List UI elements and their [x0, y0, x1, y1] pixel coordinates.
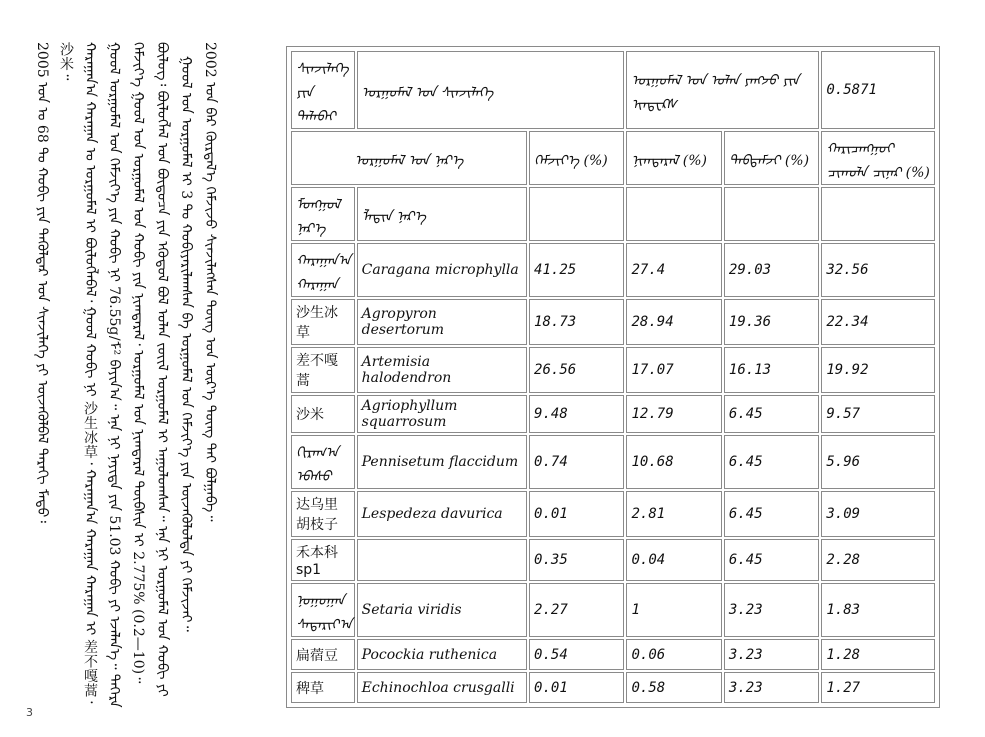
text-column: ᠪᠦᠯᠦᠭ᠄ ᠪᠦᠯᠦᠭᠯᠡᠯ ᠤᠨ ᠪᠦᠲᠦᠴᠡ ᠶᠢᠨ ᠡᠭᠦᠳᠦᠯ ᠪᠤᠯ ᠣᠯᠠᠨ ᠵᠦᠢᠯ ᠤᠷᠭᠤᠮᠠᠯ ᠢ ᠠᠭᠤᠯᠤᠭᠰᠠᠨ᠃ ᠡᠨᠡ ᠨᠢ ᠤᠷᠭᠤᠮᠠᠯ ᠤᠨ ᠬᠤᠪᠢ ᠶᠢ [154, 42, 170, 697]
value-cell: 19.36 [724, 299, 819, 345]
value-cell: 1.28 [821, 639, 935, 670]
species-latin-name: Setaria viridis [357, 583, 527, 637]
value-cell: 0.35 [529, 539, 624, 581]
species-latin-name [357, 539, 527, 581]
value-cell: 28.94 [626, 299, 721, 345]
header-cell: ᠤᠷᠭᠤᠮᠠᠯ ᠤᠨ ᠣᠯᠠᠨ ᠶᠠᠩᠵᠤ ᠶᠢᠨ ᠢᠨᠳᠧᠺᠰ [626, 51, 819, 129]
value-cell: 3.23 [724, 639, 819, 670]
species-local-name: 沙米 [291, 395, 355, 433]
text-column: ᠭᠣᠣᠯ ᠤᠷᠭᠤᠮᠠᠯ ᠤᠨ ᠬᠡᠮᠵᠢᠶ᠎ᠡ ᠶᠢᠨ ᠬᠤᠪᠢ ᠨᠢ 76.55g/ᠮ² ᠪᠠᠶᠢᠨ᠎ᠠ᠃ ᠡᠨᠡ ᠨᠢ ᠨᠡᠶᠢᠲᠡ ᠶᠢᠨ 51.03 ᠬᠤᠪᠢ ᠶᠢ ᠡᠵᠡᠯᠡᠨ᠎ᠡ᠃ ᠳᠡᠭᠡᠷᠡ [106, 42, 122, 708]
species-latin-name: Pennisetum flaccidum [357, 435, 527, 489]
species-local-name: ᠬᠢᠷᠠᠭ᠎ᠠ ᠡᠪᠡᠰᠦ [291, 435, 355, 489]
value-cell: 29.03 [724, 243, 819, 297]
value-cell: 3.23 [724, 672, 819, 703]
header-cell: ᠬᠠᠷᠢᠴᠠᠩᠭᠤᠢ ᠴᠢᠬᠤᠯᠠ ᠴᠢᠨᠠᠷ (%) [821, 131, 935, 185]
value-cell: 1.27 [821, 672, 935, 703]
text-column: 2002 ᠣᠨ ᠪᠡᠷ ᠬᠦᠷᠲᠡᠯ᠎ᠡ ᠬᠡᠮᠵᠢᠵᠦ ᠰᠢᠨᠵᠢᠯᠡᠭᠰᠡᠨ ᠳᠦᠩ ᠤᠨ ᠦᠷ᠎ᠡ ᠳᠦᠩ ᠲᠠᠢ ᠪᠣᠯᠭᠠᠪᠠ᠃ [202, 42, 218, 522]
text-column: ᠭᠣᠣᠯ ᠤᠨ ᠤᠷᠭᠤᠮᠠᠯ ᠢ 3 ᠲᠤ ᠬᠤᠪᠢᠶᠠᠷᠢᠯᠠᠭᠰᠠᠨ ᠪᠠ ᠤᠷᠭᠤᠮᠠᠯ ᠤᠨ ᠬᠡᠮᠵᠢᠶ᠎ᠡ ᠶᠢᠨ ᠦᠵᠡᠭᠦᠯᠦᠯᠲᠡ ᠶᠢ ᠬᠡᠮᠵᠢᠵᠡᠢ᠃ [178, 56, 194, 632]
empty-cell [529, 187, 624, 241]
species-local-name: 沙生冰草 [291, 299, 355, 345]
species-local-name: ᠨᠣᠭᠣᠭᠠᠨ ᠰᠡᠳᠠᠷᠢᠶ᠎ᠠ [291, 583, 355, 637]
value-cell: 41.25 [529, 243, 624, 297]
value-cell: 9.48 [529, 395, 624, 433]
table-row [291, 491, 935, 537]
empty-cell [821, 187, 935, 241]
table-row [291, 583, 935, 637]
value-cell: 32.56 [821, 243, 935, 297]
header-cell: ᠯᠠᠲᠢᠨ ᠨᠡᠷ᠎ᠡ [357, 187, 527, 241]
header-cell: ᠰᠢᠨᠵᠢᠯᠡᠭᠡ ᠶᠢᠨ ᠲᠠᠯᠠᠪᠠᠢ [291, 51, 355, 129]
value-cell: 0.58 [626, 672, 721, 703]
value-cell: 19.92 [821, 347, 935, 393]
value-cell: 2.28 [821, 539, 935, 581]
value-cell: 6.45 [724, 491, 819, 537]
species-table-frame [286, 46, 940, 708]
empty-cell [724, 187, 819, 241]
value-cell: 0.01 [529, 491, 624, 537]
empty-cell [626, 187, 721, 241]
table-row [291, 299, 935, 345]
header-cell: ᠨᠢᠭᠲᠠᠷᠠᠯ (%) [626, 131, 721, 185]
table-header-row [291, 187, 935, 241]
species-latin-name: Agropyron desertorum [357, 299, 527, 345]
value-cell: 6.45 [724, 539, 819, 581]
value-cell: 10.68 [626, 435, 721, 489]
table-row [291, 243, 935, 297]
text-column: 沙米᠃ [58, 42, 74, 81]
header-cell: ᠮᠣᠩᠭᠣᠯ ᠨᠡᠷ᠎ᠡ [291, 187, 355, 241]
species-local-name: 差不嘎蒿 [291, 347, 355, 393]
value-cell: 9.57 [821, 395, 935, 433]
species-local-name: 禾本科 sp1 [291, 539, 355, 581]
value-cell: 26.56 [529, 347, 624, 393]
value-cell: 0.74 [529, 435, 624, 489]
value-cell: 3.09 [821, 491, 935, 537]
header-cell: ᠳᠠᠪᠲᠠᠮᠵᠢ (%) [724, 131, 819, 185]
text-column: ᠬᠡᠮᠵᠢᠶ᠎ᠡ ᠭᠣᠣᠯ ᠤᠨ ᠤᠷᠭᠤᠮᠠᠯ ᠤᠨ ᠬᠤᠪᠢ ᠶᠢᠨ ᠨᠢᠭᠲᠠᠷᠠᠯ᠂ ᠤᠷᠭᠤᠮᠠᠯ ᠤᠨ ᠨᠢᠭᠲᠠᠷᠠᠯ ᠲᠦᠪᠰᠢᠨ ᠢ 2.775% (0.2—10)᠃ [130, 42, 146, 684]
table-row [291, 395, 935, 433]
vertical-text-body [30, 42, 260, 708]
value-cell: 2.81 [626, 491, 721, 537]
species-latin-name: Echinochloa crusgalli [357, 672, 527, 703]
species-latin-name: Pocockia ruthenica [357, 639, 527, 670]
value-cell: 0.04 [626, 539, 721, 581]
species-table [289, 49, 937, 705]
table-row [291, 435, 935, 489]
species-latin-name: Lespedeza davurica [357, 491, 527, 537]
value-cell: 0.06 [626, 639, 721, 670]
species-local-name: 达乌里胡枝子 [291, 491, 355, 537]
species-latin-name: Caragana microphylla [357, 243, 527, 297]
value-cell: 12.79 [626, 395, 721, 433]
table-row [291, 539, 935, 581]
value-cell: 22.34 [821, 299, 935, 345]
value-cell: 27.4 [626, 243, 721, 297]
table-header-row [291, 51, 935, 129]
value-cell: 6.45 [724, 395, 819, 433]
page-number: 3 [26, 706, 33, 719]
species-latin-name: Agriophyllum squarrosum [357, 395, 527, 433]
value-cell: 17.07 [626, 347, 721, 393]
header-cell: 0.5871 [821, 51, 935, 129]
table-row [291, 672, 935, 703]
header-cell: ᠤᠷᠭᠤᠮᠠᠯ ᠤᠨ ᠰᠢᠨᠵᠢᠯᠡᠭᠡ [357, 51, 625, 129]
value-cell: 6.45 [724, 435, 819, 489]
value-cell: 1.83 [821, 583, 935, 637]
value-cell: 3.23 [724, 583, 819, 637]
text-column: ᠬᠠᠷᠠᠭᠠᠨ᠎ᠠ ᠬᠠᠷᠠᠭᠠᠨ ᠤ ᠤᠷᠭᠤᠮᠠᠯ ᠢ ᠪᠦᠯᠦᠭᠯᠡᠪᠡᠯ᠂ ᠭᠣᠣᠯ ᠬᠤᠪᠢ ᠨᠢ 沙生冰草᠂ ᠬᠠᠷᠠᠭᠠᠨ᠎ᠠ ᠬᠠᠷᠠᠭᠠᠨ ᠬᠠᠷᠠᠭᠠᠨ ᠢ 差不嘎蒿᠂ [82, 42, 98, 704]
text-column: 2005 ᠣᠨ ᠤ 68 ᠲᠤ ᠬᠤᠪᠢ ᠶᠢᠨ ᠲᠡᠭᠦᠯᠳᠡᠷ ᠤᠨ ᠰᠢᠨᠵᠢᠯᠡᠭᠡ ᠶᠢ ᠦᠵᠡᠭᠦᠯᠪᠡᠯ ᠳᠠᠷᠠᠬᠢ ᠮᠡᠲᠦ᠄ [34, 42, 50, 523]
header-cell: ᠤᠷᠭᠤᠮᠠᠯ ᠤᠨ ᠨᠡᠷ᠎ᠡ [291, 131, 527, 185]
species-local-name: 扁蓿豆 [291, 639, 355, 670]
value-cell: 0.54 [529, 639, 624, 670]
species-local-name: 稗草 [291, 672, 355, 703]
value-cell: 1 [626, 583, 721, 637]
species-latin-name: Artemisia halodendron [357, 347, 527, 393]
table-row [291, 639, 935, 670]
value-cell: 18.73 [529, 299, 624, 345]
value-cell: 16.13 [724, 347, 819, 393]
table-header-row [291, 131, 935, 185]
header-cell: ᠬᠡᠮᠵᠢᠶ᠎ᠡ (%) [529, 131, 624, 185]
value-cell: 2.27 [529, 583, 624, 637]
species-local-name: ᠬᠠᠷᠠᠭᠠᠨ᠎ᠠ ᠬᠠᠷᠠᠭᠠᠨ [291, 243, 355, 297]
value-cell: 5.96 [821, 435, 935, 489]
value-cell: 0.01 [529, 672, 624, 703]
table-row [291, 347, 935, 393]
